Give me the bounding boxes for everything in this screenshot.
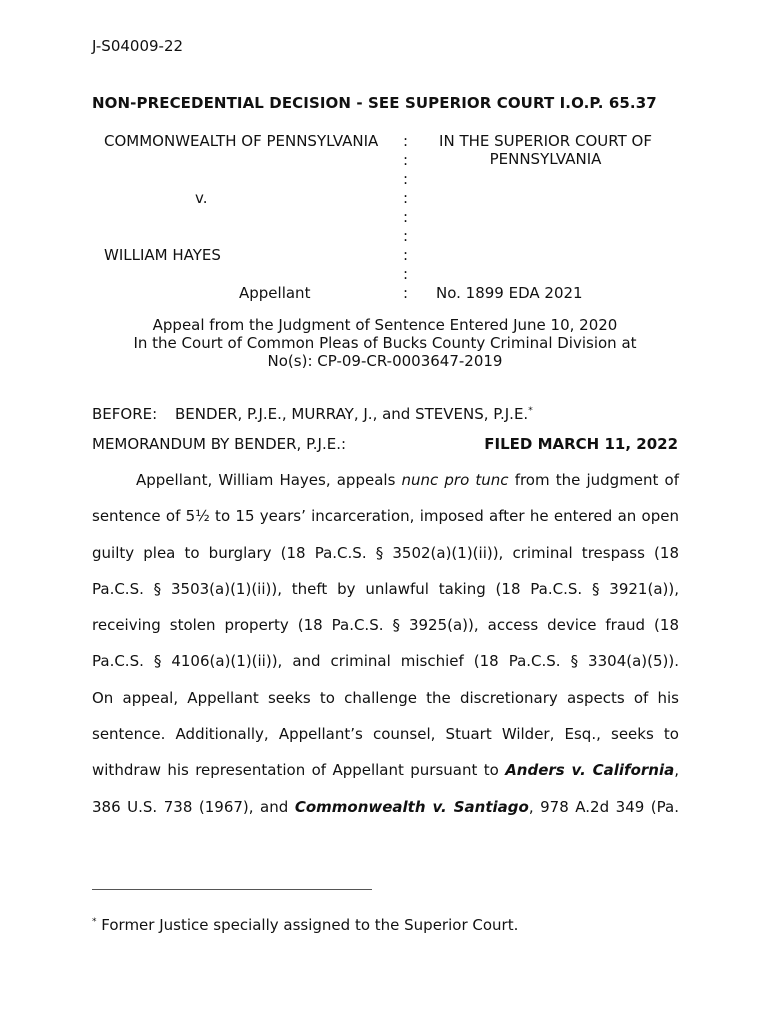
case-citation-anders: Anders v. California bbox=[505, 761, 675, 780]
appeal-line-3: No(s): CP-09-CR-0003647-2019 bbox=[267, 352, 503, 370]
court-name bbox=[418, 132, 673, 168]
body-line: sentence of 5½ to 15 years’ incarceration, imposed after he entered an open bbox=[92, 507, 679, 526]
body-line: receiving stolen property (18 Pa.C.S. § 3925(a)), access device fraud (18 bbox=[92, 616, 679, 635]
footnote-text: Former Justice specially assigned to the Superior Court. bbox=[96, 916, 519, 934]
case-number: No. 1899 EDA 2021 bbox=[436, 284, 583, 302]
panel-label: BEFORE: bbox=[92, 405, 158, 423]
footnote-reference: * bbox=[528, 406, 533, 416]
case-citation-santiago: Commonwealth v. Santiago bbox=[294, 797, 529, 816]
body-italic-phrase: nunc pro tunc bbox=[401, 471, 509, 489]
body-line: Pa.C.S. § 3503(a)(1)(ii)), theft by unlawful taking (18 Pa.C.S. § 3921(a)), bbox=[92, 579, 679, 598]
caption-colon: : bbox=[403, 227, 409, 245]
court-name-line2: PENNSYLVANIA bbox=[489, 150, 602, 168]
memorandum-body bbox=[92, 462, 679, 825]
caption-party-appellant: WILLIAM HAYES bbox=[104, 246, 221, 264]
body-text-span: , 978 A.2d 349 (Pa. bbox=[528, 797, 679, 816]
panel-line bbox=[92, 402, 533, 423]
panel-judges: BENDER, P.J.E., MURRAY, J., and STEVENS, P.J.E. bbox=[175, 405, 529, 423]
appeal-line-1: Appeal from the Judgment of Sentence Entered June 10, 2020 bbox=[152, 316, 618, 334]
caption-colon: : bbox=[403, 246, 409, 264]
caption-colon: : bbox=[403, 284, 409, 302]
footnote-mark: * bbox=[92, 917, 97, 927]
body-line bbox=[92, 752, 679, 788]
body-text-span: , bbox=[674, 761, 679, 780]
body-text-span: withdraw his representation of Appellant pursuant to bbox=[92, 761, 506, 780]
docket-number: J-S04009-22 bbox=[92, 37, 184, 55]
footnote-divider bbox=[92, 889, 372, 890]
body-line: Pa.C.S. § 4106(a)(1)(ii)), and criminal mischief (18 Pa.C.S. § 3304(a)(5)). bbox=[92, 652, 679, 671]
body-line: On appeal, Appellant seeks to challenge the discretionary aspects of his bbox=[92, 688, 679, 707]
body-text-span: Appellant, William Hayes, appeals bbox=[136, 471, 402, 489]
caption-colon: : bbox=[403, 189, 409, 207]
caption-colon: : bbox=[403, 208, 409, 226]
non-precedential-notice: NON-PRECEDENTIAL DECISION - SEE SUPERIOR COURT I.O.P. 65.37 bbox=[92, 94, 657, 112]
footnote bbox=[92, 913, 518, 934]
court-name-line1: IN THE SUPERIOR COURT OF bbox=[439, 132, 652, 150]
body-text-span: from the judgment of bbox=[508, 471, 680, 489]
body-line: guilty plea to burglary (18 Pa.C.S. § 3502(a)(1)(ii)), criminal trespass (18 bbox=[92, 543, 679, 562]
caption-colon: : bbox=[403, 151, 409, 169]
caption-versus: v. bbox=[195, 189, 208, 207]
memorandum-author: MEMORANDUM BY BENDER, P.J.E.: bbox=[92, 435, 347, 453]
caption-colon: : bbox=[403, 132, 409, 150]
body-line: sentence. Additionally, Appellant’s counsel, Stuart Wilder, Esq., seeks to bbox=[92, 725, 679, 744]
body-line bbox=[92, 789, 679, 825]
caption-colon: : bbox=[403, 170, 409, 188]
caption-appellant-role: Appellant bbox=[239, 284, 311, 302]
body-text-span: 386 U.S. 738 (1967), and bbox=[92, 797, 295, 816]
appeal-line-2: In the Court of Common Pleas of Bucks County Criminal Division at bbox=[133, 334, 637, 352]
body-line bbox=[92, 462, 679, 498]
caption-colon-column bbox=[403, 132, 413, 303]
filed-date: FILED MARCH 11, 2022 bbox=[484, 435, 678, 453]
caption-party-commonwealth: COMMONWEALTH OF PENNSYLVANIA bbox=[104, 132, 379, 150]
caption-colon: : bbox=[403, 265, 409, 283]
